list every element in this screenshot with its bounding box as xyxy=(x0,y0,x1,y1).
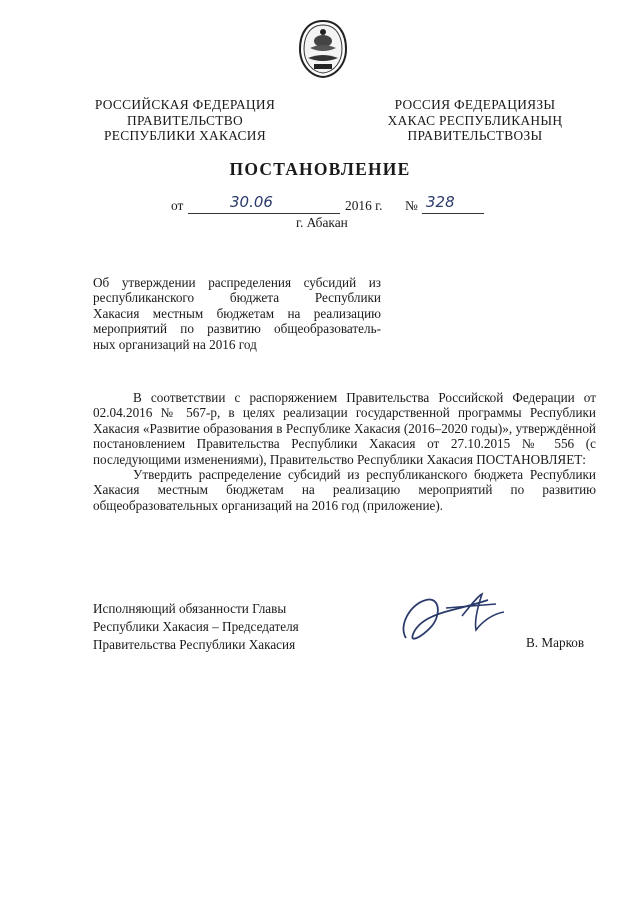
body-paragraph: В соответствии с распоряжением Правительства Российской Федерации от 02.04.2016 № 567-р, в целях реализации государственной программы Республики Хакасия «Развитие образования в Республике Хакасия (2016–2020 годы)», утверждённой постановлением Правительства Республики Хакасия от 27.10.2015 № 556 (с последующими изменениями), Правительство Республики Хакасия ПОСТАНОВЛЯЕТ: xyxy=(93,390,596,467)
header-left-line: РЕСПУБЛИКИ ХАКАСИЯ xyxy=(104,128,266,143)
coat-of-arms-emblem xyxy=(294,18,352,80)
document-title: ПОСТАНОВЛЕНИЕ xyxy=(229,159,411,179)
date-prefix: от xyxy=(171,198,184,213)
date-field xyxy=(188,193,340,214)
subject-line: Хакасия местным бюджетам на реализацию xyxy=(93,305,381,321)
header-left-line: РОССИЙСКАЯ ФЕДЕРАЦИЯ xyxy=(94,97,276,112)
header-left xyxy=(80,97,290,144)
signer-name: В. Марков xyxy=(526,635,585,650)
body-paragraph: Утвердить распределение субсидий из республиканского бюджета Республики Хакасия местным бюджетам на реализацию мероприятий по развитию общеобразовательных организаций на 2016 год (приложение). xyxy=(93,467,596,513)
city: г. Абакан xyxy=(296,215,348,230)
header-right-line: ХАКАС РЕСПУБЛИКАНЫҢ xyxy=(387,112,563,128)
document-body xyxy=(93,390,596,513)
handwritten-number: 328 xyxy=(426,193,455,211)
position-line: Республики Хакасия – Председателя xyxy=(93,619,299,634)
document-subject xyxy=(93,275,381,352)
handwritten-date: 30.06 xyxy=(230,193,273,211)
subject-line: ных организаций на 2016 год xyxy=(93,336,257,352)
position-line: Правительства Республики Хакасия xyxy=(93,637,296,652)
header-right-line: ПРАВИТЕЛЬСТВОЗЫ xyxy=(407,128,543,143)
subject-line: республиканского бюджета Республики xyxy=(93,290,381,306)
subject-line: мероприятий по развитию общеобразователь- xyxy=(93,321,381,337)
number-prefix: № xyxy=(405,198,418,213)
header-right xyxy=(370,97,580,144)
date-year: 2016 г. xyxy=(345,198,383,213)
subject-line: Об утверждении распределения субсидий из xyxy=(93,275,381,290)
header-right-line: РОССИЯ ФЕДЕРАЦИЯЗЫ xyxy=(394,97,556,112)
position-line: Исполняющий обязанности Главы xyxy=(93,601,287,616)
number-field xyxy=(422,193,484,214)
header-left-line: ПРАВИТЕЛЬСТВО xyxy=(127,112,243,128)
handwritten-signature xyxy=(392,586,522,656)
signature-position xyxy=(93,600,333,654)
